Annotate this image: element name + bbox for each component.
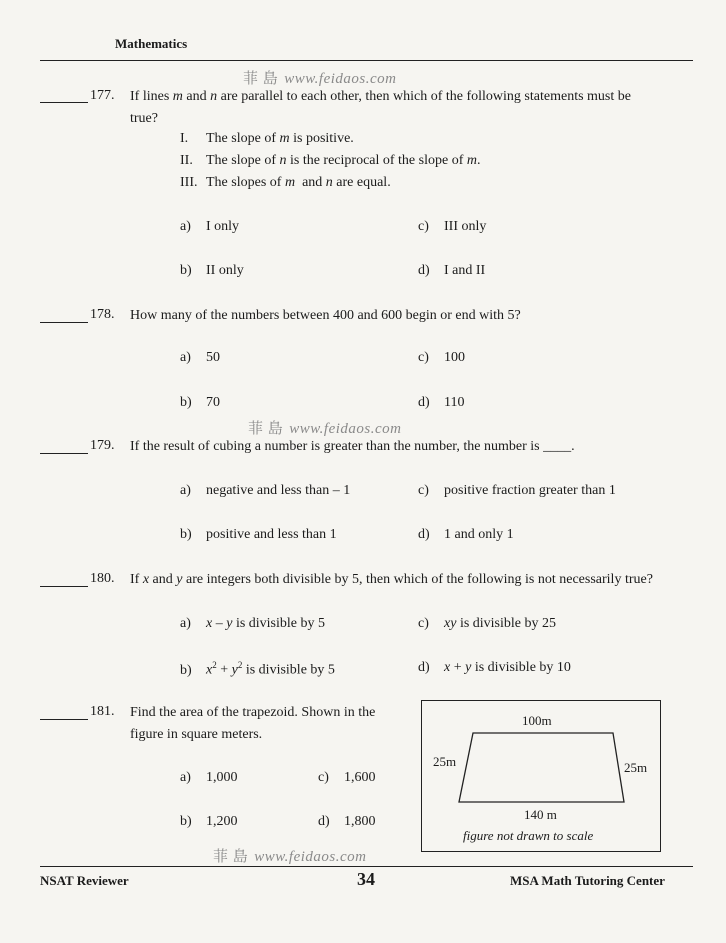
bottom-base-label: 140 m [524,807,557,822]
question-number: 180. [90,571,115,586]
answer-blank-180[interactable] [40,586,88,587]
watermark: 菲 島 www.feidaos.com [248,421,402,437]
statement-1: I. The slope of m is positive. [180,131,354,146]
option-a[interactable]: a) I only [180,219,240,234]
question-number: 178. [90,307,115,322]
option-c[interactable]: c) 100 [418,350,465,365]
trapezoid-figure [421,700,661,852]
statement-2: II. The slope of n is the reciprocal of the slope of m. [180,153,481,168]
option-d[interactable]: d) 1 and only 1 [418,527,514,542]
option-d[interactable]: d) 1,800 [318,814,376,829]
question-number: 179. [90,438,115,453]
option-a[interactable]: a) x – y is divisible by 5 [180,616,325,631]
answer-blank-177[interactable] [40,102,88,103]
option-b[interactable]: b) $x^2 + y^2$ is divisible by 5 [180,660,335,678]
option-d[interactable]: d) I and II [418,263,486,278]
option-b[interactable]: b) II only [180,263,244,278]
question-stem: If x and y are integers both divisible by 5, then which of the following is not necessarily true? [130,572,653,587]
section-title: Mathematics [115,36,188,51]
top-base-label: 100m [522,713,552,728]
option-b[interactable]: b) 70 [180,395,220,410]
option-c[interactable]: c) 1,600 [318,770,376,785]
option-a[interactable]: a) 50 [180,350,220,365]
option-b[interactable]: b) positive and less than 1 [180,527,337,542]
option-c[interactable]: c) positive fraction greater than 1 [418,483,616,498]
question-stem: If lines m and n are parallel to each other, then which of the following statements must be true? [130,89,631,126]
page-number: 34 [357,869,375,889]
figure-caption: figure not drawn to scale [463,828,594,843]
header-rule [40,60,693,61]
option-c[interactable]: c) III only [418,219,487,234]
statement-3: III. The slopes of m and n are equal. [180,175,391,190]
watermark-url: www.feidaos.com [284,71,397,87]
question-stem: Find the area of the trapezoid. Shown in the figure in square meters. [130,705,376,742]
question-stem: How many of the numbers between 400 and 600 begin or end with 5? [130,308,521,323]
option-c[interactable]: c) xy is divisible by 25 [418,616,556,631]
answer-blank-178[interactable] [40,322,88,323]
watermark [243,67,397,88]
watermark-cjk: 菲 島 [243,71,279,87]
question-stem: If the result of cubing a number is greater than the number, the number is ____. [130,439,575,454]
footer-publisher: MSA Math Tutoring Center [510,873,665,888]
option-a[interactable]: a) negative and less than – 1 [180,483,351,498]
option-d[interactable]: d) 110 [418,395,465,410]
answer-blank-181[interactable] [40,719,88,720]
option-a[interactable]: a) 1,000 [180,770,238,785]
left-leg-label: 25m [433,754,457,769]
option-d[interactable]: d) x + y is divisible by 10 [418,660,571,675]
question-number: 181. [90,704,115,719]
watermark: 菲 島 www.feidaos.com [213,849,367,865]
right-leg-label: 25m [624,760,648,775]
answer-blank-179[interactable] [40,453,88,454]
question-number: 177. [90,88,115,103]
footer-title: NSAT Reviewer [40,873,129,888]
option-b[interactable]: b) 1,200 [180,814,238,829]
footer-rule [40,866,693,867]
